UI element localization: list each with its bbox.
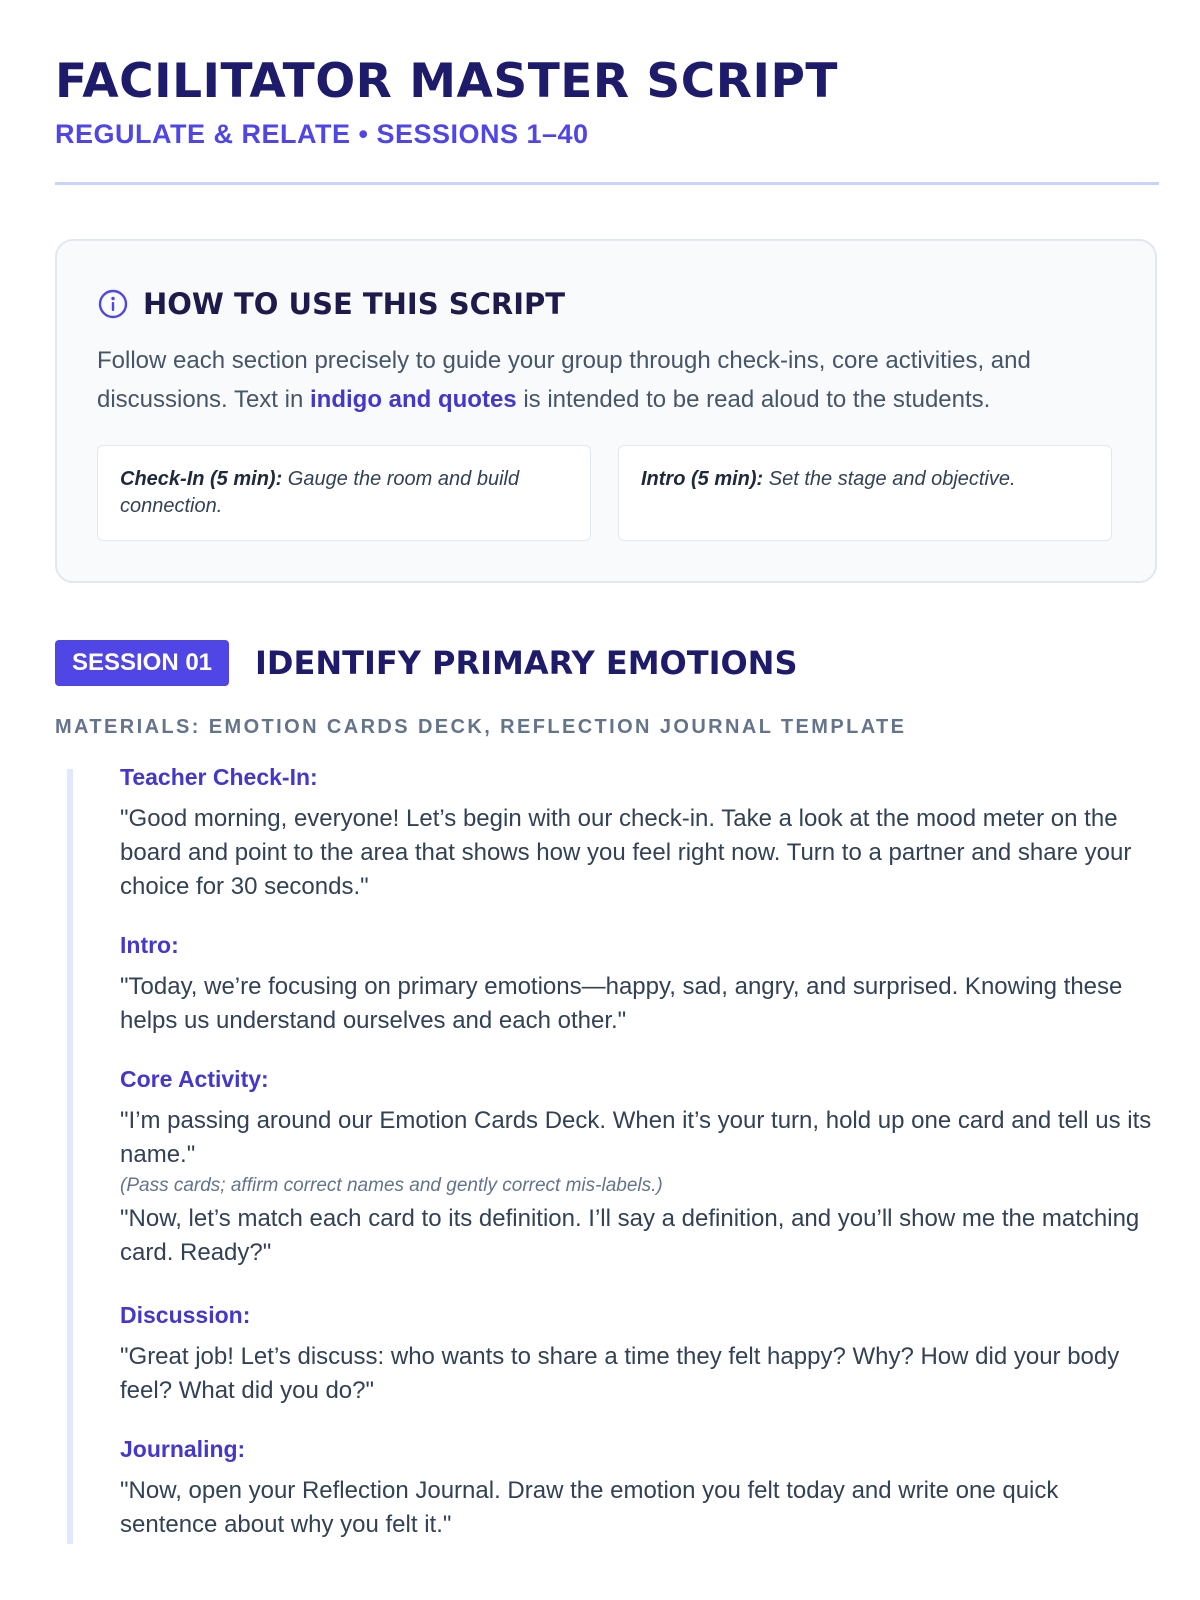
how-to-use-heading [97,287,565,321]
section-label: Journaling: [120,1436,246,1462]
read-aloud-text: "Now, let’s match each card to its definition. I’ll say a definition, and you’ll show me the matching card. Ready?" [120,1205,1140,1266]
page-title: FACILITATOR MASTER SCRIPT [55,54,838,109]
page-subtitle: REGULATE & RELATE • SESSIONS 1–40 [55,119,589,149]
session-script [67,764,1165,1544]
read-aloud-text: "Good morning, everyone! Let’s begin with our check-in. Take a look at the mood meter on the board and point to the area that shows how you feel right now. Turn to a partner and share your choice for 30 seconds." [120,805,1132,900]
session-title: IDENTIFY PRIMARY EMOTIONS [255,644,798,682]
how-to-use-title: HOW TO USE THIS SCRIPT [143,287,566,321]
section-intro [120,930,1160,1038]
tip-label: Intro (5 min): [641,468,764,490]
tip-text: Gauge the room and build connection. [120,468,520,517]
how-to-use-text [97,341,1107,419]
read-aloud-text: "I’m passing around our Emotion Cards Deck. When it’s your turn, hold up one card and tell us its name." [120,1107,1152,1168]
section-journaling [120,1434,1160,1542]
tip-text: Set the stage and objective. [763,468,1016,490]
section-check-in [120,762,1160,904]
title-divider [55,182,1159,185]
stage-direction: (Pass cards; affirm correct names and gently correct mis-labels.) [120,1175,663,1196]
read-aloud-highlight: indigo and quotes [310,386,517,413]
section-discussion [120,1300,1160,1408]
how-to-use-panel [55,239,1157,583]
section-label: Intro: [120,932,179,958]
how-to-use-text-end: is intended to be read aloud to the students. [516,386,991,413]
read-aloud-text: "Now, open your Reflection Journal. Draw the emotion you felt today and write one quick sentence about why you felt it." [120,1477,1059,1538]
tip-label: Check-In (5 min): [120,468,283,490]
info-icon [97,288,129,320]
tip-card-check-in [97,445,591,541]
section-label: Teacher Check-In: [120,764,318,790]
read-aloud-text: "Today, we’re focusing on primary emotions—happy, sad, angry, and surprised. Knowing these helps us understand ourselves and each other." [120,973,1123,1034]
materials-list: MATERIALS: EMOTION CARDS DECK, REFLECTION JOURNAL TEMPLATE [55,716,907,738]
session-badge: SESSION 01 [55,640,229,686]
tip-card-intro [618,445,1112,541]
read-aloud-text: "Great job! Let’s discuss: who wants to share a time they felt happy? Why? How did your body feel? What did you do?" [120,1343,1120,1404]
section-core-activity [120,1064,1160,1270]
section-label: Core Activity: [120,1066,269,1092]
how-to-use-text-start: Follow each section precisely to guide your group through check-ins, core activities, and discussions. Text in [97,347,1031,413]
section-label: Discussion: [120,1302,251,1328]
